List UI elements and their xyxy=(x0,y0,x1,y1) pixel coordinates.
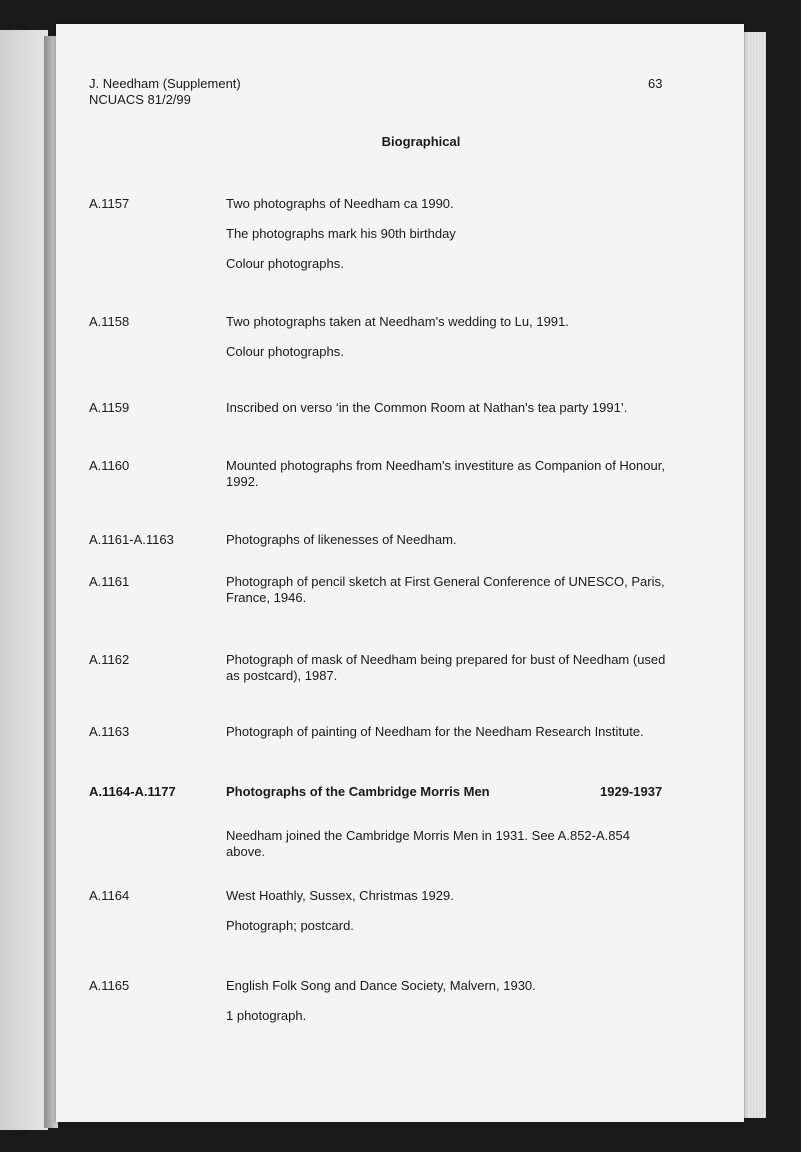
entry-line: English Folk Song and Dance Society, Malvern, 1930. xyxy=(226,978,536,993)
entry-line: Photographs of likenesses of Needham. xyxy=(226,532,457,547)
header-left xyxy=(89,76,241,108)
entry-description xyxy=(226,574,666,620)
entry-description xyxy=(226,724,666,754)
entry-reference: A.1164-A.1177 xyxy=(89,784,176,799)
entry-date-range: 1929-1937 xyxy=(600,784,663,799)
entry-line: Two photographs taken at Needham's wedding to Lu, 1991. xyxy=(226,314,569,329)
entry-line: Photograph of pencil sketch at First General Conference of UNESCO, Paris, France, 1946. xyxy=(226,574,665,605)
entry-reference: A.1159 xyxy=(89,400,130,415)
entry-line: Needham joined the Cambridge Morris Men in 1931. See A.852-A.854 above. xyxy=(226,828,630,859)
entry-reference: A.1162 xyxy=(89,652,130,667)
entry-description xyxy=(226,888,666,948)
entry-reference: A.1164 xyxy=(89,888,130,903)
facing-page xyxy=(0,30,48,1130)
entry-description xyxy=(226,978,666,1038)
entry-line: Colour photographs. xyxy=(226,256,344,271)
entry-line: Photograph of painting of Needham for the Needham Research Institute. xyxy=(226,724,644,739)
entry-line: Photograph; postcard. xyxy=(226,918,354,933)
entry-reference: A.1160 xyxy=(89,458,130,473)
section-title: Biographical xyxy=(381,134,461,149)
entry-reference: A.1165 xyxy=(89,978,130,993)
entry-line: West Hoathly, Sussex, Christmas 1929. xyxy=(226,888,454,903)
entry-line: 1 photograph. xyxy=(226,1008,307,1023)
entry-line: Mounted photographs from Needham's investiture as Companion of Honour, 1992. xyxy=(226,458,665,489)
entry-description xyxy=(226,400,666,430)
entry-line: Inscribed on verso ‘in the Common Room at Nathan's tea party 1991’. xyxy=(226,400,628,415)
entry-reference: A.1163 xyxy=(89,724,130,739)
entry-line: Two photographs of Needham ca 1990. xyxy=(226,196,454,211)
entry-description xyxy=(226,532,666,562)
entry-reference: A.1157 xyxy=(89,196,130,211)
header-title: J. Needham (Supplement) xyxy=(89,76,241,91)
entry-description xyxy=(226,828,666,874)
entry-description xyxy=(226,196,666,286)
entry-reference: A.1161 xyxy=(89,574,130,589)
entry-description xyxy=(226,314,666,374)
entry-line: Photographs of the Cambridge Morris Men xyxy=(226,784,490,799)
header-catalogue-ref: NCUACS 81/2/99 xyxy=(89,92,191,107)
entry-line: Photograph of mask of Needham being prepared for bust of Needham (used as postcard), 1987. xyxy=(226,652,666,683)
document-page xyxy=(56,24,744,1122)
entry-line: Colour photographs. xyxy=(226,344,344,359)
entry-line: The photographs mark his 90th birthday xyxy=(226,226,456,241)
entry-description xyxy=(226,652,666,698)
page-number: 63 xyxy=(648,76,663,91)
entry-reference: A.1161-A.1163 xyxy=(89,532,174,547)
entry-description xyxy=(226,458,666,504)
entry-reference: A.1158 xyxy=(89,314,130,329)
